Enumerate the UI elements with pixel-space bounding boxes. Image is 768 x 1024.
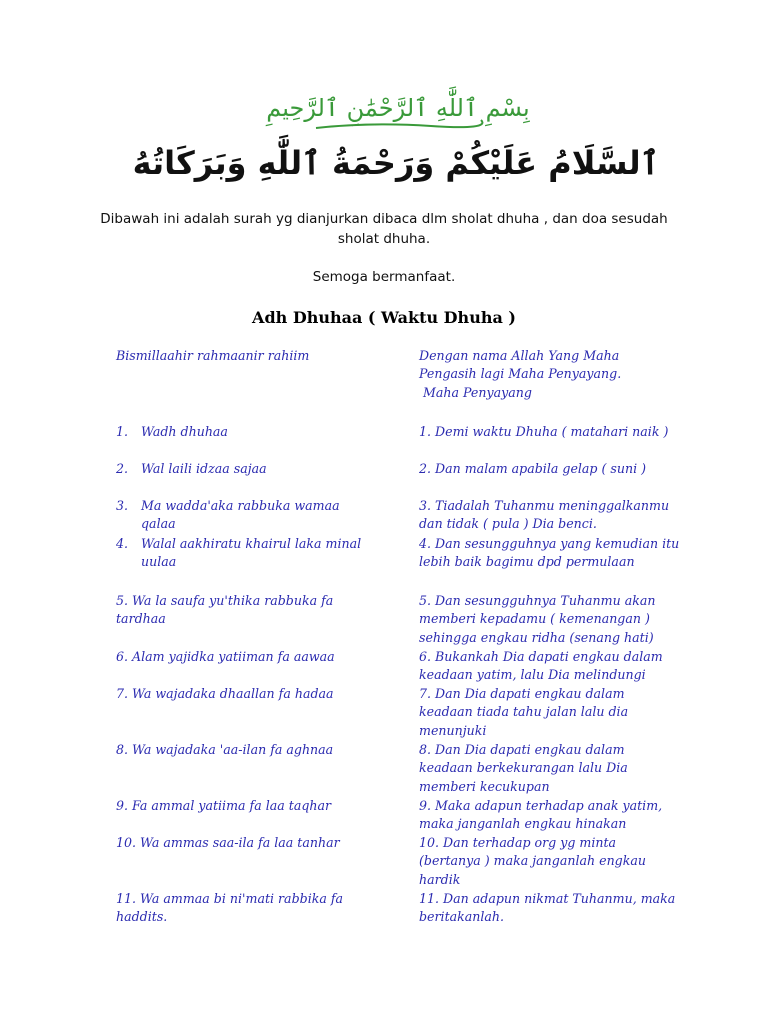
verse-translation: 3. Tiadalah Tuhanmu meninggalkanmu dan tidak ( pula ) Dia benci. (419, 498, 670, 532)
verse-translation: 9. Maka adapun terhadap anak yatim, maka janganlah engkau hinakan (419, 798, 663, 832)
verse-latin: 8. Wa wajadaka 'aa-ilan fa aghnaa (116, 742, 334, 757)
verse-number: 1. (116, 424, 129, 439)
verse-latin (116, 497, 378, 534)
verse-latin (116, 423, 378, 441)
verse-translation: 6. Bukankah Dia dapati engkau dalam keadaan yatim, lalu Dia melindungi (419, 649, 663, 683)
opening-translation-line: Maha Penyayang (423, 384, 532, 400)
verse-translation: 5. Dan sesungguhnya Tuhanmu akan memberi kepadamu ( kemenangan ) sehingga engkau ridha (senang hati) (419, 593, 656, 645)
verse-latin: 11. Wa ammaa bi ni'mati rabbika fa haddits. (116, 891, 344, 925)
verse-latin: 6. Alam yajidka yatiiman fa aawaa (116, 649, 335, 664)
svg-text:ٱلسَّلَامُ عَلَيْكُمْ وَرَحْمَ: ٱلسَّلَامُ عَلَيْكُمْ وَرَحْمَةُ ٱللَّٰهِ وَبَرَكَاتُهُ (132, 144, 660, 182)
verse-number: 4. (116, 536, 129, 551)
surah-title: Adh Dhuhaa ( Waktu Dhuha ) (252, 308, 516, 327)
verse-translation: 8. Dan Dia dapati engkau dalam keadaan berkekurangan lalu Dia memberi kecukupan (419, 742, 628, 794)
verse-latin (116, 535, 378, 572)
intro-text: Dibawah ini adalah surah yg dianjurkan dibaca dlm sholat dhuha , dan doa sesudah sholat dhuha. (100, 211, 668, 247)
arabic-calligraphy-header (132, 84, 660, 194)
verse-latin: 7. Wa wajadaka dhaallan fa hadaa (116, 686, 334, 701)
verse-latin: 9. Fa ammal yatiima fa laa taqhar (116, 798, 332, 813)
verse-latin (116, 460, 378, 478)
verse-translation: 7. Dan Dia dapati engkau dalam keadaan tiada tahu jalan lalu dia menunjuki (419, 686, 629, 738)
verse-number: 2. (116, 461, 129, 476)
verse-number: 3. (116, 498, 129, 513)
opening-translation-line: Pengasih lagi Maha Penyayang. (419, 366, 622, 382)
verse-translation: 10. Dan terhadap org yg minta (bertanya ) maka janganlah engkau hardik (419, 835, 646, 887)
verse-translation: 1. Demi waktu Dhuha ( matahari naik ) (419, 424, 669, 439)
opening-latin: Bismillaahir rahmaanir rahiim (116, 348, 310, 363)
verse-translation: 2. Dan malam apabila gelap ( suni ) (419, 461, 647, 476)
verse-latin-text: Walal aakhiratu khairul laka minal uulaa (141, 536, 362, 570)
verse-translation: 11. Dan adapun nikmat Tuhanmu, maka beritakanlah. (419, 891, 676, 925)
verse-translation: 4. Dan sesungguhnya yang kemudian itu lebih baik bagimu dpd permulaan (419, 536, 680, 570)
opening-translation-line: Dengan nama Allah Yang Maha (419, 348, 620, 363)
opening-translation (419, 347, 681, 402)
verse-latin-text: Wal laili idzaa sajaa (141, 461, 267, 476)
greeting-text: Semoga bermanfaat. (312, 269, 456, 285)
verse-latin: 5. Wa la saufa yu'thika rabbuka fa tardhaa (116, 593, 334, 627)
basmala-calligraphy (266, 84, 530, 134)
svg-text:بِسْمِ ٱللَّٰهِ ٱلرَّحْمَٰنِ ٱ: بِسْمِ ٱللَّٰهِ ٱلرَّحْمَٰنِ ٱلرَّحِيمِ (266, 94, 530, 122)
verse-latin-text: Ma wadda'aka rabbuka wamaa qalaa (141, 498, 340, 532)
verse-latin: 10. Wa ammas saa-ila fa laa tanhar (116, 835, 340, 850)
salam-calligraphy (132, 136, 660, 192)
verse-latin-text: Wadh dhuhaa (141, 424, 228, 439)
